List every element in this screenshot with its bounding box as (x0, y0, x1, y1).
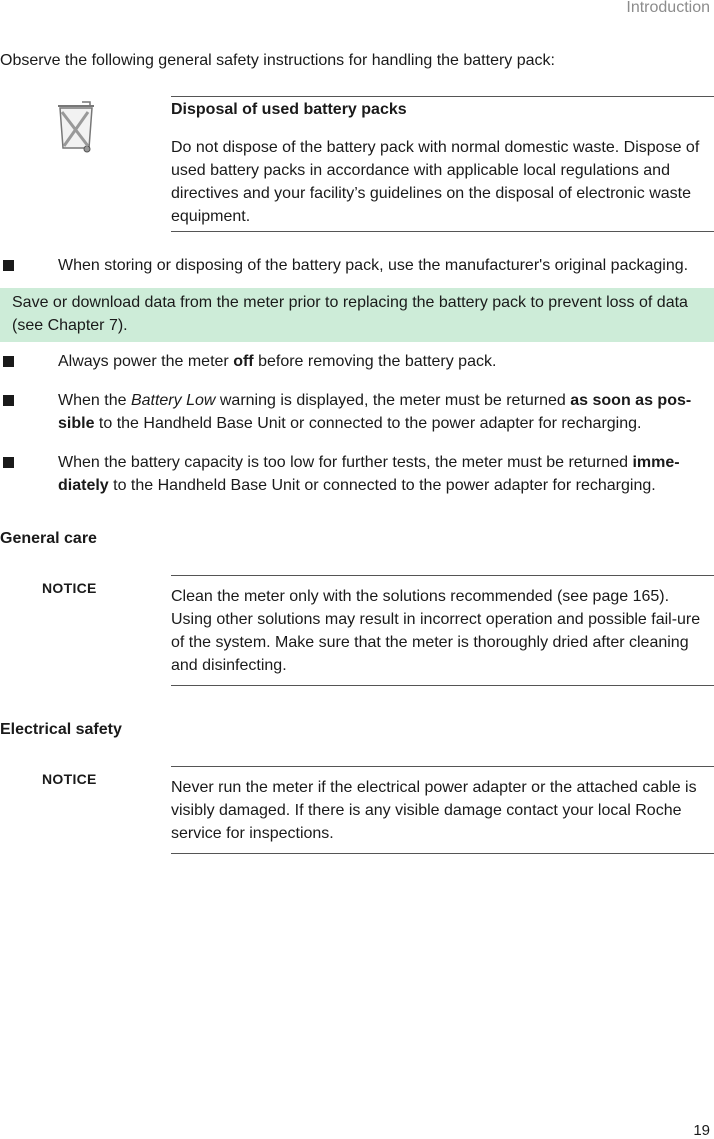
bottom-rule-disposal (171, 231, 714, 232)
crossed-out-wheelie-bin-icon (54, 100, 98, 156)
highlighted-note-text: Save or download data from the meter prior to replacing the battery pack to prevent loss of data (see Chapter 7). (12, 294, 688, 334)
disposal-body: Do not dispose of the battery pack with normal domestic waste. Dispose of used battery packs in accordance with applicable local regulations and directives and your facility’s guidelines on the disposal of electronic waste equipment. (171, 139, 700, 225)
page-number: 19 (693, 1122, 710, 1139)
notice-body: Never run the meter if the electrical power adapter or the attached cable is visibly damaged. If there is any visible damage contact your local Roche service for inspections. (171, 779, 697, 842)
highlighted-note (0, 288, 714, 342)
top-rule-disposal (171, 96, 714, 97)
notice-label: NOTICE (42, 580, 97, 596)
bullet-square-icon (3, 457, 14, 468)
bottom-rule-electrical-safety (171, 853, 714, 854)
disposal-title: Disposal of used battery packs (171, 101, 407, 118)
section-heading-electrical-safety: Electrical safety (0, 721, 122, 738)
bottom-rule-general-care (171, 685, 714, 686)
notice-label: NOTICE (42, 771, 97, 787)
intro-text: Observe the following general safety instructions for handling the battery pack: (0, 52, 555, 69)
top-rule-general-care (171, 575, 714, 576)
bullet-square-icon (3, 356, 14, 367)
list-item-text: When storing or disposing of the battery pack, use the manufacturer's original packaging. (58, 257, 689, 274)
list-item-text: When the battery capacity is too low for further tests, the meter must be returned imme- diately to the Handheld Base Unit or connected to the power adapter for recharging. (58, 454, 680, 494)
list-item-text: Always power the meter off before removing the battery pack. (58, 353, 497, 370)
bullet-square-icon (3, 395, 14, 406)
list-item-text: When the Battery Low warning is displayed, the meter must be returned as soon as pos- sible to the Handheld Base Unit or connected to the power adapter for recharging. (58, 392, 692, 432)
bullet-square-icon (3, 260, 14, 271)
top-rule-electrical-safety (171, 766, 714, 767)
running-header: Introduction (626, 0, 710, 16)
notice-body: Clean the meter only with the solutions recommended (see page 165). Using other solutions may result in incorrect operation and possible fail-ure of the system. Make sure that the meter is thoroughly dried after cleaning and disinfecting. (171, 588, 701, 674)
section-heading-general-care: General care (0, 530, 97, 547)
